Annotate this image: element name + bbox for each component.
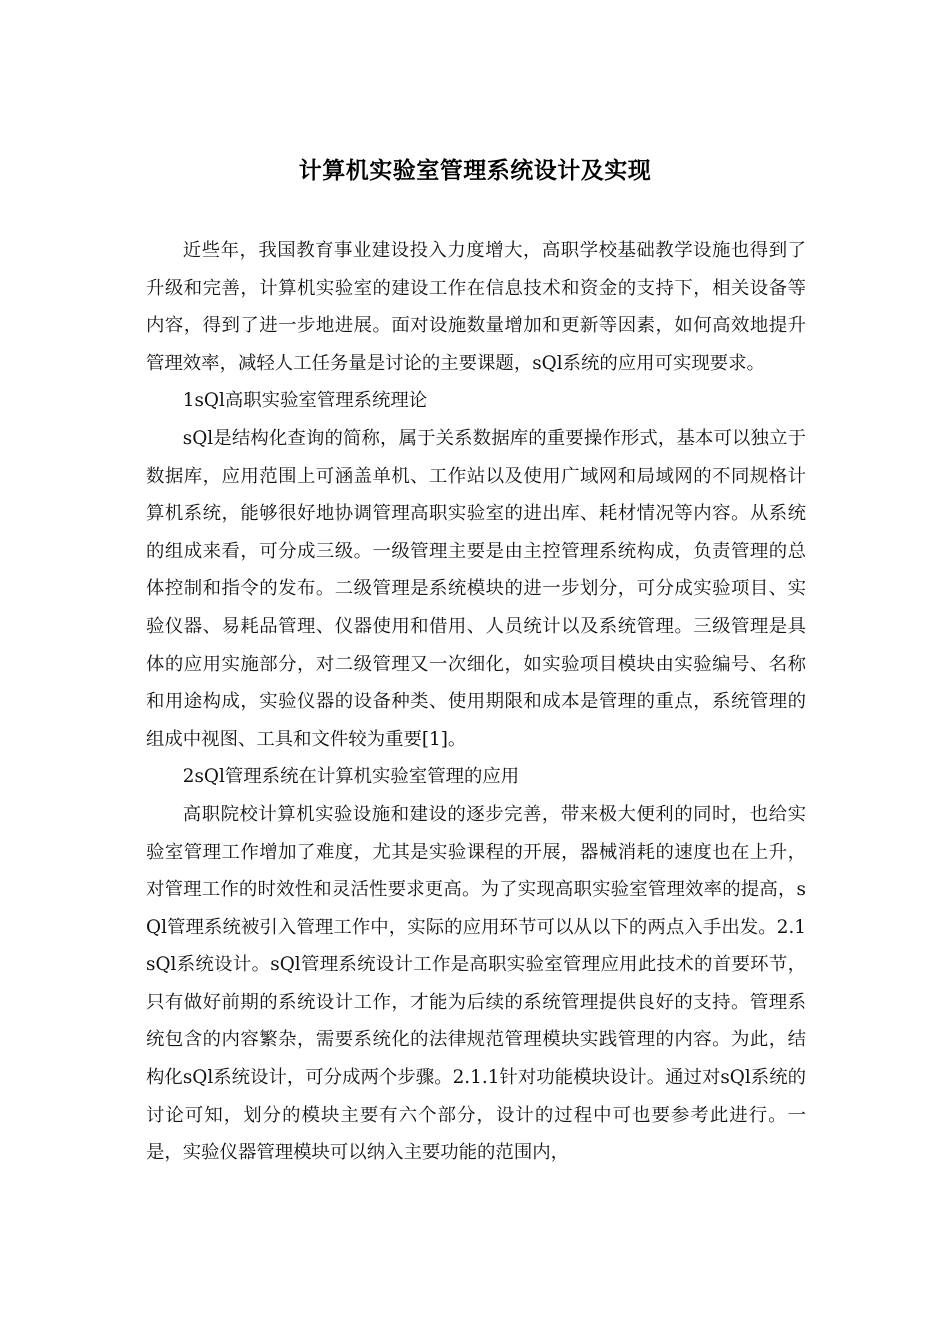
document-body [146, 232, 806, 1172]
document-title: 计算机实验室管理系统设计及实现 [298, 158, 652, 184]
section-2-heading: 2sQl管理系统在计算机实验室管理的应用 [182, 766, 520, 788]
intro-paragraph: 近些年，我国教育事业建设投入力度增大，高职学校基础教学设施也得到了升级和完善，计算机实验室的建设工作在信息技术和资金的支持下，相关设备等内容，得到了进一步地进展。面对设施数量增加和更新等因素，如何高效地提升管理效率，减轻人工任务量是讨论的主要课题，sQl系统的应用可实现要求。 [146, 240, 806, 374]
section-1-heading: 1sQl高职实验室管理系统理论 [182, 390, 428, 412]
section-1-paragraph: sQl是结构化查询的简称，属于关系数据库的重要操作形式，基本可以独立于数据库，应用范围上可涵盖单机、工作站以及使用广域网和局域网的不同规格计算机系统，能够很好地协调管理高职实验室的进出库、耗材情况等内容。从系统的组成来看，可分成三级。一级管理主要是由主控管理系统构成，负责管理的总体控制和指令的发布。二级管理是系统模块的进一步划分，可分成实验项目、实验仪器、易耗品管理、仪器使用和借用、人员统计以及系统管理。三级管理是具体的应用实施部分，对二级管理又一次细化，如实验项目模块由实验编号、名称和用途构成，实验仪器的设备种类、使用期限和成本是管理的重点，系统管理的组成中视图、工具和文件较为重要[1]。 [146, 427, 806, 750]
section-2-paragraph: 高职院校计算机实验设施和建设的逐步完善，带来极大便利的同时，也给实验室管理工作增加了难度，尤其是实验课程的开展，器械消耗的速度也在上升，对管理工作的时效性和灵活性要求更高。为了实现高职实验室管理效率的提高，sQl管理系统被引入管理工作中，实际的应用环节可以从以下的两点入手出发。2.1sQl系统设计。sQl管理系统设计工作是高职实验室管理应用此技术的首要环节，只有做好前期的系统设计工作，才能为后续的系统管理提供良好的支持。管理系统包含的内容繁杂，需要系统化的法律规范管理模块实践管理的内容。为此，结构化sQl系统设计，可分成两个步骤。2.1.1针对功能模块设计。通过对sQl系统的讨论可知，划分的模块主要有六个部分，设计的过程中可也要参考此进行。一是，实验仪器管理模块可以纳入主要功能的范围内， [146, 803, 806, 1164]
